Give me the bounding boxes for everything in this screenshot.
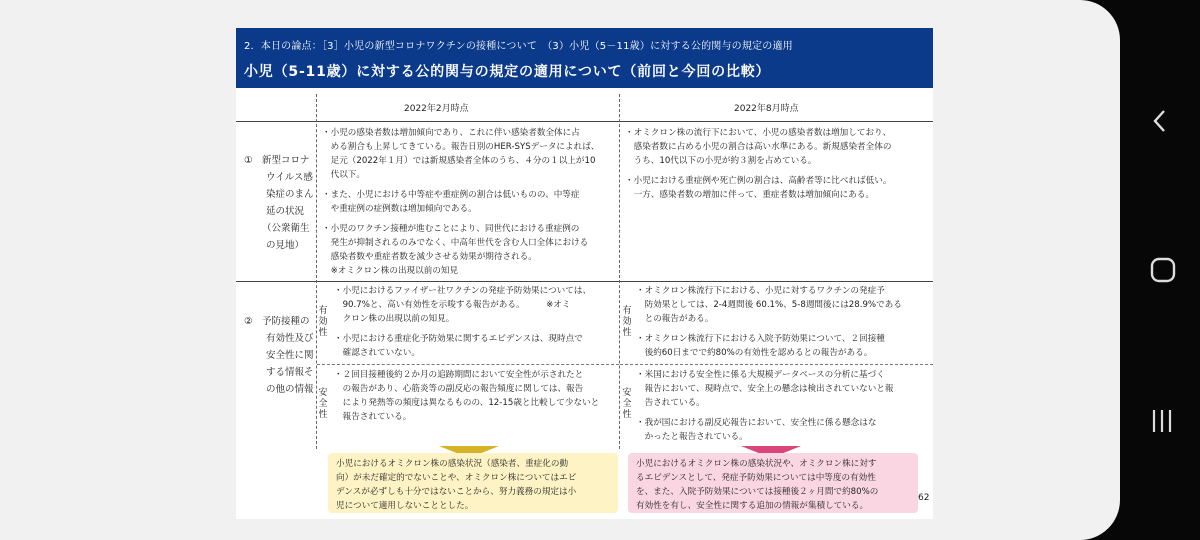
row-divider [620, 364, 933, 365]
row2-right-efficacy-text: ・オミクロン株流行下における、小児に対するワクチンの発症予 防効果としては、2-4週間後 60.1%、5-8週間後には28.9%である との報告がある。 ・オミクロン株流行下における入院予防効果について、２回接種 後約60日までで約80%の有効性を認めるとの報告がある。 [636, 286, 902, 358]
sub-label-efficacy: 有効性 [318, 306, 328, 338]
sub-label-safety: 安全性 [318, 388, 328, 420]
sub-label-safety: 安全性 [622, 388, 632, 420]
column-header-left: 2022年2月時点 [404, 104, 469, 114]
conclusion-right: 小児におけるオミクロン株の感染状況や、オミクロン株に対す るエビデンスとして、発症予防効果については中等度の有効性 を、また、入院予防効果については接種後２ヶ月間で約80%の 有効性を有し、安全性に関する追加の情報が集積している。 [628, 453, 918, 513]
table-rule [236, 281, 933, 282]
conclusion-left: 小児におけるオミクロン株の感染状況（感染者、重症化の動 向）が未だ確定的でないことや、オミクロン株についてはエビ デンスが必ずしも十分ではないことから、努力義務の規定は小 児について適用しないこととした。 [328, 453, 618, 513]
table-rule [236, 121, 933, 122]
row-divider [317, 364, 619, 365]
row-label-spread: ① 新型コロナ ウイルス感 染症のまん 延の状況 （公衆衛生 の見地） [244, 155, 314, 251]
slide [236, 28, 933, 519]
breadcrumb: 2．本日の論点：［3］小児の新型コロナワクチンの接種について （3）小児（5－11歳）に対する公的関与の規定の適用 [244, 41, 793, 52]
column-header-right: 2022年8月時点 [734, 104, 799, 114]
row1-left-text: ・小児の感染者数は増加傾向であり、これに伴い感染者数全体に占 める割合も上昇してきている。報告日別のHER-SYSデータによれば、 足元（2022年１月）では新規感染者全体のうち、４分の１以上が10 代以下。 ・また、小児における中等症や重症例の割合は低いものの、中等症 や重症例の症例数は増加傾向である。 ・小児のワクチン接種が進むことにより、同世代における重症例の 発生が抑制されるのみでなく、中高年世代を含む人口全体における 感染者数や重症者数を減少させる効果が期待される。 ※オミクロン株の出現以前の知見 [322, 128, 600, 276]
page-number: 62 [918, 493, 930, 503]
column-divider [619, 94, 620, 449]
column-divider [316, 94, 317, 449]
slide-header [236, 28, 933, 88]
sub-label-efficacy: 有効性 [622, 306, 632, 338]
back-icon[interactable] [1150, 108, 1170, 134]
row2-right-safety-text: ・米国における安全性に係る大規模データベースの分析に基づく 報告において、現時点で、安全上の懸念は検出されていないと報 告されている。 ・我が国における副反応報告において、安全性に係る懸念はな かったと報告されている。 [636, 370, 894, 442]
slide-title: 小児（5-11歳）に対する公的関与の規定の適用について（前回と今回の比較） [244, 64, 771, 80]
row1-right-text: ・オミクロン株の流行下において、小児の感染者数は増加しており、 感染者数に占める小児の割合は高い水準にある。新規感染者全体の うち、10代以下の小児が約３割を占めている。 ・小児における重症例や死亡例の割合は、高齢者等に比べれば低い。 一方、感染者数の増加に伴って、重症者数は増加傾向にある。 [625, 128, 892, 200]
row2-left-efficacy-text: ・小児におけるファイザー社ワクチンの発症予防効果については、 90.7%と、高い有効性を示唆する報告がある。 ※オミ クロン株の出現以前の知見。 ・小児における重症化予防効果に関するエビデンスは、現時点で 確認されていない。 [334, 286, 592, 358]
row-label-vaccine-info: ② 予防接種の 有効性及び 安全性に関 する情報そ の他の情報 [244, 316, 314, 395]
row2-left-safety-text: ・２回目接種後約２か月の追跡期間において安全性が示されたと の報告があり、心筋炎等の副反応の報告頻度に関しては、報告 により発熱等の頻度は異なるものの、12-15歳と比較して少ないと 報告されている。 [334, 370, 600, 422]
recents-icon[interactable] [1150, 407, 1176, 435]
home-icon[interactable] [1149, 256, 1177, 284]
